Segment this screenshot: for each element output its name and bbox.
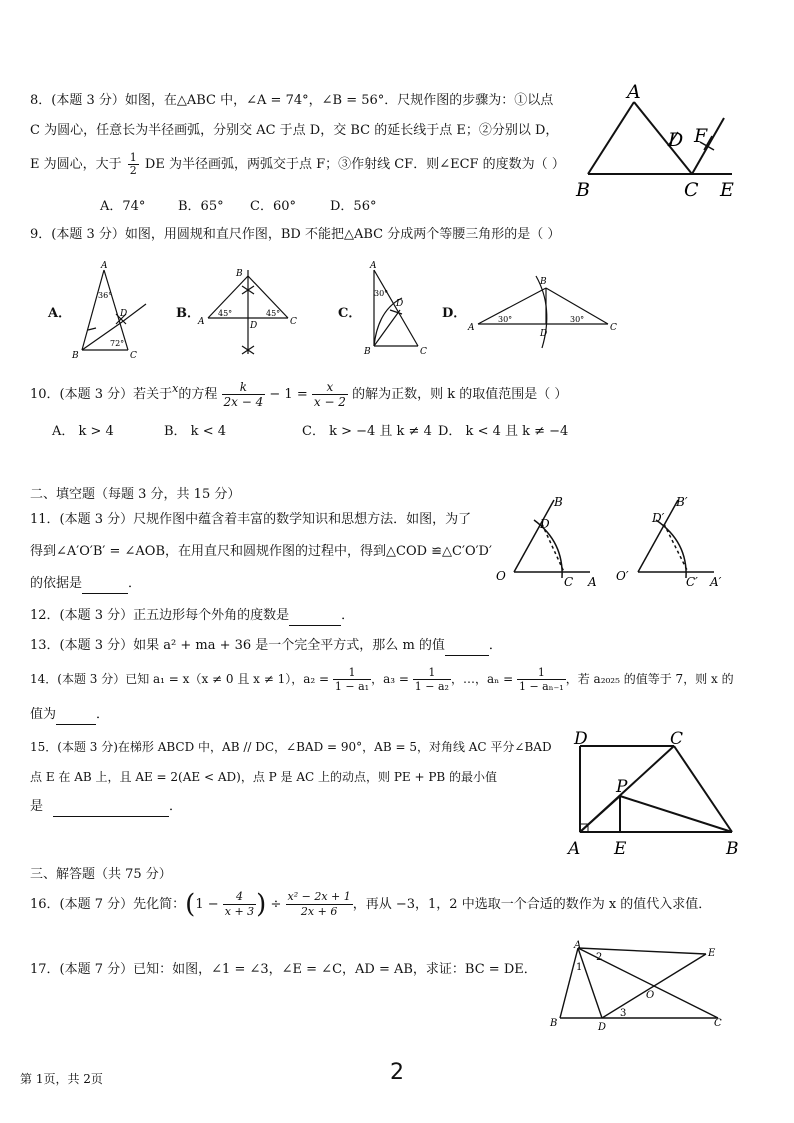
q16-div: ÷: [266, 897, 286, 912]
q14-line2-end: ．: [96, 707, 110, 722]
q14-line1: [30, 666, 734, 693]
footer-page-info: 第 1页，共 2页: [20, 1072, 103, 1086]
q14-a3-num: 1: [413, 666, 451, 680]
q9a-label-c: C: [130, 351, 137, 360]
q10-option-d: D． k < 4 且 k ≠ −4: [438, 424, 569, 439]
q9d-label-d: D: [540, 329, 548, 339]
q9b-angle-a: 45°: [218, 309, 233, 318]
q9d-angle-c: 30°: [570, 315, 585, 324]
q8-label-e: E: [720, 179, 734, 201]
q9c-label-d: D: [396, 299, 404, 309]
q8-label-a: A: [627, 84, 641, 103]
q11f2-label-d: D′: [652, 511, 665, 525]
q16-frac1-num: 4: [223, 890, 256, 905]
q9a-angle-a: 36°: [98, 291, 113, 300]
q9c-angle-a: 30°: [374, 289, 389, 298]
q15-line3-text: 是: [30, 799, 44, 814]
q16-frac2-num: x² − 2x + 1: [287, 890, 351, 903]
q14-a2-num: 1: [333, 666, 371, 680]
q11f2-label-o: O′: [616, 569, 629, 583]
q10-option-c: C． k > −4 且 k ≠ 4: [302, 424, 432, 439]
q11-answer-blank[interactable]: [82, 575, 128, 594]
q10-frac1-num: k: [222, 380, 266, 395]
q10-option-a: A． k > 4: [52, 424, 114, 439]
q9b-label-b: B: [236, 269, 243, 279]
q8-line1: 8．(本题 3 分）如图，在△ABC 中，∠A = 74°，∠B = 56°．尺规作图的步骤为：①以点: [30, 93, 554, 108]
q14-a2-frac: [333, 666, 371, 693]
q16-paren-open: (: [185, 889, 196, 920]
q8-option-a: A．74°: [100, 199, 146, 214]
q9-figure-c: [360, 260, 440, 360]
q8-label-b: B: [576, 179, 590, 201]
q15-label-p: P: [616, 777, 628, 797]
q9a-label-d: D: [120, 309, 128, 319]
q11-line3: [30, 575, 141, 594]
q11f1-label-c: C: [564, 575, 574, 588]
q17-label-a: A: [574, 940, 582, 951]
q14-answer-blank[interactable]: [56, 706, 96, 725]
q16-frac1-den: x + 3: [224, 905, 255, 918]
q17-angle-1: 1: [576, 962, 583, 973]
q14-a3-label: ，a₃ =: [371, 672, 413, 686]
q11-line3-text: 的依据是: [30, 576, 83, 591]
q9-figure-b: [196, 262, 306, 362]
q9a-label-b: B: [72, 351, 79, 360]
q16-pre: 16．(本题 7 分）先化简：: [30, 897, 186, 912]
q9b-angle-c: 45°: [266, 309, 281, 318]
q16-frac1: [223, 890, 256, 919]
q15-line1: 15．(本题 3 分)在梯形 ABCD 中，AB // DC，∠BAD = 90°，AB = 5，对角线 AC 平分∠BAD: [30, 740, 552, 754]
q8-label-c: C: [684, 179, 699, 201]
q11f1-label-d: D: [540, 517, 550, 531]
q15-label-c: C: [670, 729, 684, 749]
q13-line: [30, 637, 502, 656]
q13-end: ．: [488, 638, 502, 653]
q8-option-c: C．60°: [250, 199, 296, 214]
q9c-label-c: C: [420, 347, 427, 357]
q9b-label-a: A: [198, 317, 205, 327]
q11f1-label-o: O: [496, 569, 506, 583]
q17-figure: [546, 938, 736, 1034]
q8-option-b: B．65°: [178, 199, 224, 214]
q8-line3-post: DE 为半径画弧，两弧交于点 F；③作射线 CF．则∠ECF 的度数为（ ）: [144, 157, 565, 172]
q17-angle-2: 2: [596, 952, 603, 963]
q11f2-label-b: B′: [676, 495, 688, 509]
section2-title: 二、填空题（每题 3 分，共 15 分）: [30, 487, 241, 502]
q15-line3: [30, 798, 182, 817]
q9d-angle-a: 30°: [498, 315, 513, 324]
q9c-label-a: A: [370, 261, 377, 271]
q12-line: [30, 607, 354, 626]
q8-fraction: [128, 152, 139, 177]
q17-label-o: O: [646, 990, 655, 1001]
q10-var: x: [172, 382, 179, 395]
q10-line: [30, 380, 567, 409]
q10-frac2-num: x: [312, 380, 348, 395]
q17-angle-3: 3: [620, 1008, 627, 1019]
q13-answer-blank[interactable]: [445, 637, 489, 656]
q15-label-a: A: [568, 839, 581, 859]
q8-figure: [572, 84, 752, 202]
q15-label-b: B: [726, 839, 739, 859]
q8-label-f: F: [694, 125, 708, 147]
q13-text: 13．(本题 3 分）如果 a² + ma + 36 是一个完全平方式，那么 m 的值: [30, 638, 445, 653]
q12-text: 12．(本题 3 分）正五边形每个外角的度数是: [30, 608, 290, 623]
q14-a3-frac: [413, 666, 451, 693]
q10-mid: 的方程: [178, 387, 218, 402]
page-number: 2: [390, 1060, 404, 1085]
q9a-label-a: A: [101, 261, 108, 271]
q16-paren-close: ): [256, 889, 267, 920]
q14-a3-den: 1 − a₂: [414, 680, 449, 693]
q12-end: ．: [341, 608, 355, 623]
q14-an-num: 1: [517, 666, 566, 680]
q14-an-den: 1 − aₙ₋₁: [518, 680, 564, 693]
q8-option-d: D．56°: [330, 199, 377, 214]
q12-answer-blank[interactable]: [289, 607, 341, 626]
q10-post: 的解为正数，则 k 的取值范围是（ ）: [352, 387, 568, 402]
q10-frac1: [222, 380, 266, 409]
q8-frac-num: 1: [129, 151, 137, 164]
q9-figure-d: [462, 268, 622, 356]
q11-figure-2: [614, 492, 734, 588]
q17-label-b: B: [550, 1018, 558, 1029]
q17-label-c: C: [714, 1018, 722, 1029]
q8-line3-pre: E 为圆心，大于: [30, 157, 122, 172]
q9a-angle-c: 72°: [110, 339, 125, 348]
q17-text: 17．(本题 7 分）已知：如图，∠1 = ∠3，∠E = ∠C，AD = AB，求证：BC = DE．: [30, 962, 537, 977]
q15-answer-blank[interactable]: [53, 798, 169, 817]
q10-pre: 10．(本题 3 分）若关于: [30, 387, 173, 402]
q8-line3: [30, 152, 565, 177]
q14-line2-text: 值为: [30, 707, 57, 722]
q14-line2: [30, 706, 109, 725]
q11f1-label-b: B: [554, 495, 563, 509]
q17-label-d: D: [598, 1022, 607, 1033]
q9-option-a: A．: [48, 306, 72, 321]
q9b-label-c: C: [290, 317, 297, 327]
q14-post: ，若 a₂₀₂₅ 的值等于 7，则 x 的: [565, 672, 734, 686]
q8-label-d: D: [668, 129, 684, 151]
q9-option-c: C．: [338, 306, 362, 321]
q16-frac2-den: 2x + 6: [300, 905, 338, 918]
q11-figure-1: [494, 492, 604, 588]
q15-line2: 点 E 在 AB 上，且 AE = 2(AE < AD)，点 P 是 AC 上的动点，则 PE + PB 的最小值: [30, 770, 498, 784]
q11-line3-end: ．: [128, 576, 142, 591]
q9d-label-b: B: [540, 277, 547, 287]
q10-minus1: − 1 =: [265, 387, 312, 402]
q11f2-label-a: A′: [710, 575, 722, 588]
q8-frac-den: 2: [129, 164, 137, 177]
section3-title: 三、解答题（共 75 分）: [30, 867, 172, 882]
q9b-label-d: D: [250, 321, 258, 331]
q14-a2-den: 1 − a₁: [334, 680, 370, 693]
q10-option-b: B． k < 4: [164, 424, 226, 439]
q11-line2: 得到∠A′O′B′ = ∠AOB，在用直尺和圆规作图的过程中，得到△COD ≌△C′O′D′: [30, 544, 492, 559]
q16-post: ，再从 −3，1，2 中选取一个合适的数作为 x 的值代入求值．: [352, 897, 712, 912]
q11f2-label-c: C′: [686, 575, 698, 588]
q8-line2: C 为圆心，任意长为半径画弧，分别交 AC 于点 D，交 BC 的延长线于点 E；②分别以 D，: [30, 123, 559, 138]
q9-text: 9．(本题 3 分）如图，用圆规和直尺作图，BD 不能把△ABC 分成两个等腰三角形的是（ ）: [30, 227, 561, 242]
q10-frac2-den: x − 2: [313, 395, 346, 409]
q9-option-b: B．: [176, 306, 200, 321]
q10-frac2: [312, 380, 348, 409]
q10-frac1-den: 2x − 4: [223, 395, 264, 409]
q9d-label-c: C: [610, 323, 617, 333]
q11f1-label-a: A: [588, 575, 597, 588]
q16-frac2: [286, 890, 353, 919]
q9-figure-a: [66, 260, 152, 360]
q14-an-label: ，…，aₙ =: [450, 672, 517, 686]
q16-line: [30, 890, 711, 919]
q9c-label-b: B: [364, 347, 371, 357]
q14-an-frac: [517, 666, 566, 693]
q15-figure: [566, 726, 746, 860]
q11-line1: 11．(本题 3 分）尺规作图中蕴含着丰富的数学知识和思想方法．如图，为了: [30, 512, 472, 527]
q9-option-d: D．: [442, 306, 467, 321]
q15-label-d: D: [574, 729, 588, 749]
q15-line3-end: ．: [169, 799, 183, 814]
q15-label-e: E: [614, 839, 627, 859]
q16-inner-pre: 1 −: [195, 897, 223, 912]
q17-label-e: E: [708, 948, 716, 959]
q9d-label-a: A: [468, 323, 475, 333]
q14-pre: 14．(本题 3 分）已知 a₁ = x（x ≠ 0 且 x ≠ 1），a₂ =: [30, 672, 333, 686]
